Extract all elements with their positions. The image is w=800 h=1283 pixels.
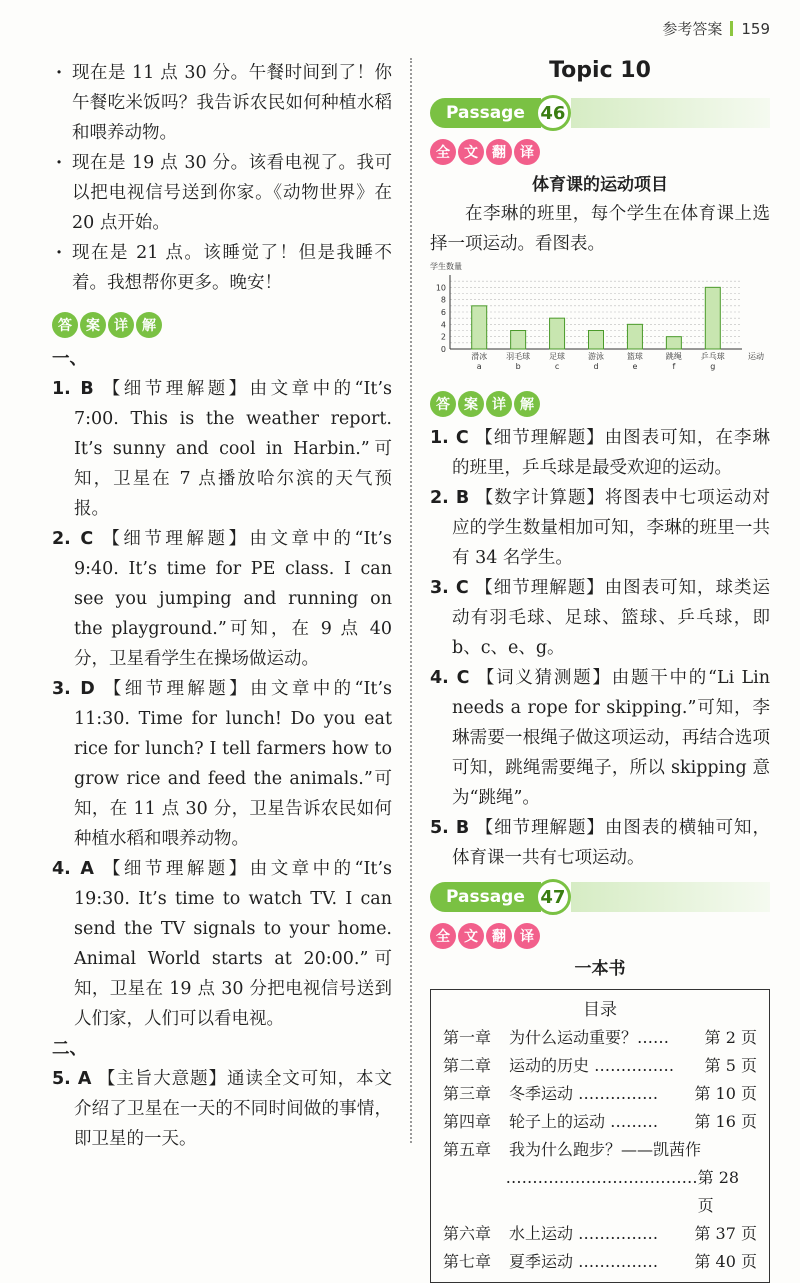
badge-char: 答: [430, 391, 456, 417]
answer-text: 【主旨大意题】通读全文可知，本文介绍了卫星在一天的不同时间做的事情，即卫星的一天。: [74, 1069, 392, 1149]
x-tick-label: 游泳: [588, 352, 604, 361]
sports-bar-chart: [430, 261, 770, 381]
y-tick-label: 0: [440, 345, 446, 354]
x-tick-letter: d: [593, 362, 599, 371]
passage-title: 体育课的运动项目: [532, 175, 668, 195]
full-translation-badge: [430, 923, 540, 949]
x-tick-label: 羽毛球: [506, 352, 531, 361]
table-of-contents: [430, 989, 770, 1283]
right-column: [430, 58, 770, 1283]
answer-text: 【数字计算题】将图表中七项运动对应的学生数量相加可知，李琳的班里一共有 34 名学生。: [452, 488, 770, 568]
y-tick-label: 10: [435, 283, 446, 293]
answer-number: 5. A: [52, 1069, 92, 1089]
badge-char: 解: [136, 312, 162, 338]
badge-char: 案: [458, 391, 484, 417]
bar: [550, 318, 565, 349]
x-tick-label: 跳绳: [665, 352, 682, 361]
answer-text: 【词义猜测题】由题干中的“Li Lin needs a rope for skipping.”可知，李琳需要一根绳子做这项运动，再结合选项可知，跳绳需要绳子，所以 skipping 意为“跳绳”。: [452, 668, 770, 808]
badge-char: 全: [430, 923, 456, 949]
toc-chapter: 第六章: [443, 1224, 492, 1243]
left-column: [52, 58, 392, 1154]
answer-item: [430, 423, 770, 483]
passage-number: 47: [535, 879, 571, 915]
toc-name: 为什么运动重要？……: [509, 1028, 670, 1047]
toc-row: [443, 1080, 757, 1108]
answer-number: 1. B: [52, 379, 94, 399]
toc-row: [443, 1136, 757, 1164]
toc-page: 第 16 页: [694, 1112, 757, 1131]
toc-row: [443, 1024, 757, 1052]
x-axis-label: 运动: [748, 352, 764, 361]
answer-item: [430, 813, 770, 873]
bar: [472, 306, 487, 349]
toc-row: [443, 1108, 757, 1136]
column-divider: [410, 58, 412, 1143]
x-tick-label: 乒乓球: [700, 352, 725, 361]
bullet-item: · 现在是 11 点 30 分。午餐时间到了！你午餐吃米饭吗？我告诉农民如何种植水稻和喂养动物。: [52, 58, 392, 148]
toc-page: 第 40 页: [694, 1252, 757, 1271]
x-tick-label: 篮球: [626, 352, 643, 361]
toc-name: 水上运动 ……………: [509, 1224, 659, 1243]
answer-item: [52, 674, 392, 854]
answer-item: [430, 573, 770, 663]
passage-number: 46: [535, 95, 571, 131]
bar: [705, 287, 720, 349]
answer-explanation-badge: [430, 391, 540, 417]
toc-name: 夏季运动 ……………: [509, 1252, 659, 1271]
answer-text: 【细节理解题】由图表可知，在李琳的班里，乒乓球是最受欢迎的运动。: [452, 428, 770, 478]
answer-number: 5. B: [430, 818, 470, 838]
passage-text: 在李琳的班里，每个学生在体育课上选择一项运动。看图表。: [430, 204, 770, 254]
toc-page: 第 5 页: [704, 1056, 757, 1075]
y-tick-label: 8: [440, 295, 446, 305]
toc-row: [443, 1164, 757, 1220]
badge-char: 文: [458, 139, 484, 165]
header-label: 参考答案: [662, 20, 723, 38]
toc-row: [443, 1248, 757, 1276]
book-title: 一本书: [574, 959, 626, 979]
bar: [589, 331, 604, 350]
badge-char: 翻: [486, 139, 512, 165]
badge-char: 案: [80, 312, 106, 338]
answer-number: 2. C: [52, 529, 94, 549]
toc-chapter: 第一章: [443, 1028, 492, 1047]
bar: [666, 337, 681, 349]
toc-chapter: 第七章: [443, 1252, 492, 1271]
answer-text: 【细节理解题】由文章中的“It’s 7:00. This is the weather report. It’s sunny and cool in Harbin.”可知，卫星在 7 点播放哈尔滨的天气预报。: [74, 379, 392, 519]
toc-name: 冬季运动 ……………: [509, 1084, 659, 1103]
bullet-item: · 现在是 19 点 30 分。该看电视了。我可以把电视信号送到你家。《动物世界》在 20 点开始。: [52, 148, 392, 238]
x-tick-letter: a: [476, 362, 482, 371]
badge-char: 译: [514, 923, 540, 949]
x-tick-letter: f: [672, 362, 676, 371]
answer-item: [52, 854, 392, 1034]
answer-text: 【细节理解题】由图表的横轴可知，体育课一共有七项运动。: [452, 818, 770, 868]
x-tick-label: 滑冰: [471, 352, 488, 361]
banner-tail: [571, 98, 770, 128]
full-translation-badge: [430, 139, 540, 165]
answer-text: 【细节理解题】由文章中的“It’s 19:30. It’s time to watch TV. I can send the TV signals to your home. Animal World starts at 20:00.”可知，卫星在 19 点 30 分把电视信号送到人们家，人们可以看电视。: [74, 859, 392, 1029]
answer-number: 4. C: [430, 668, 470, 688]
badge-char: 详: [486, 391, 512, 417]
x-tick-letter: g: [710, 362, 716, 371]
answer-number: 3. D: [52, 679, 95, 699]
badge-char: 全: [430, 139, 456, 165]
passage-banner: [430, 879, 770, 915]
banner-tail: [571, 882, 770, 912]
toc-title: 目录: [583, 1000, 617, 1020]
answer-item: [430, 483, 770, 573]
badge-char: 翻: [486, 923, 512, 949]
toc-name: ………………………………: [505, 1168, 698, 1187]
y-tick-label: 2: [440, 332, 446, 342]
toc-chapter: 第三章: [443, 1084, 492, 1103]
page-number: 159: [741, 19, 770, 38]
passage-label: Passage: [430, 882, 541, 912]
passage-label: Passage: [430, 98, 541, 128]
toc-chapter: 第五章: [443, 1140, 492, 1159]
answer-number: 3. C: [430, 578, 469, 598]
toc-name: 轮子上的运动 ………: [509, 1112, 659, 1131]
badge-char: 文: [458, 923, 484, 949]
bullet-item: · 现在是 21 点。该睡觉了！但是我睡不着。我想帮你更多。晚安！: [52, 238, 392, 298]
x-tick-letter: b: [515, 362, 521, 371]
badge-char: 解: [514, 391, 540, 417]
answer-item: [52, 374, 392, 524]
toc-page: 第 10 页: [694, 1084, 757, 1103]
y-tick-label: 4: [440, 320, 446, 330]
toc-page: 第 2 页: [704, 1028, 757, 1047]
answer-number: 2. B: [430, 488, 470, 508]
bar: [627, 324, 642, 349]
toc-chapter: 第四章: [443, 1112, 492, 1131]
x-tick-label: 足球: [549, 352, 566, 361]
answer-item: [52, 524, 392, 674]
topic-title: Topic 10: [549, 58, 651, 83]
section-heading: 二、: [52, 1039, 87, 1059]
x-tick-letter: e: [632, 362, 638, 371]
toc-page: 第 37 页: [694, 1224, 757, 1243]
toc-row: [443, 1052, 757, 1080]
answer-item: [52, 1064, 392, 1154]
section-heading: 一、: [52, 349, 87, 369]
badge-char: 答: [52, 312, 78, 338]
toc-row: [443, 1220, 757, 1248]
answer-item: [430, 663, 770, 813]
badge-char: 译: [514, 139, 540, 165]
bar: [511, 331, 526, 350]
badge-char: 详: [108, 312, 134, 338]
toc-page: 第 28 页: [697, 1168, 740, 1215]
x-tick-letter: c: [554, 362, 560, 371]
y-tick-label: 6: [440, 308, 446, 317]
toc-chapter: 第二章: [443, 1056, 492, 1075]
page-header: [662, 18, 770, 39]
y-axis-label: 学生数量: [430, 262, 462, 271]
toc-name: 运动的历史 ……………: [509, 1056, 675, 1075]
toc-name: 我为什么跑步？——凯茜作: [509, 1140, 702, 1159]
answer-number: 1. C: [430, 428, 469, 448]
toc-chapter: [443, 1164, 506, 1220]
passage-banner: [430, 95, 770, 131]
answer-number: 4. A: [52, 859, 94, 879]
header-separator: [730, 21, 733, 36]
answer-text: 【细节理解题】由图表可知，球类运动有羽毛球、足球、篮球、乒乓球，即 b、c、e、g。: [452, 578, 770, 658]
answer-text: 【细节理解题】由文章中的“It’s 9:40. It’s time for PE class. I can see you jumping and running on the playground.”可知，在 9 点 40 分，卫星看学生在操场做运动。: [74, 529, 392, 669]
answer-explanation-badge: [52, 312, 162, 338]
answer-text: 【细节理解题】由文章中的“It’s 11:30. Time for lunch! Do you eat rice for lunch? I tell farmers how to grow rice and feed the animals.”可知，在 11 点 30 分，卫星告诉农民如何种植水稻和喂养动物。: [74, 679, 392, 849]
